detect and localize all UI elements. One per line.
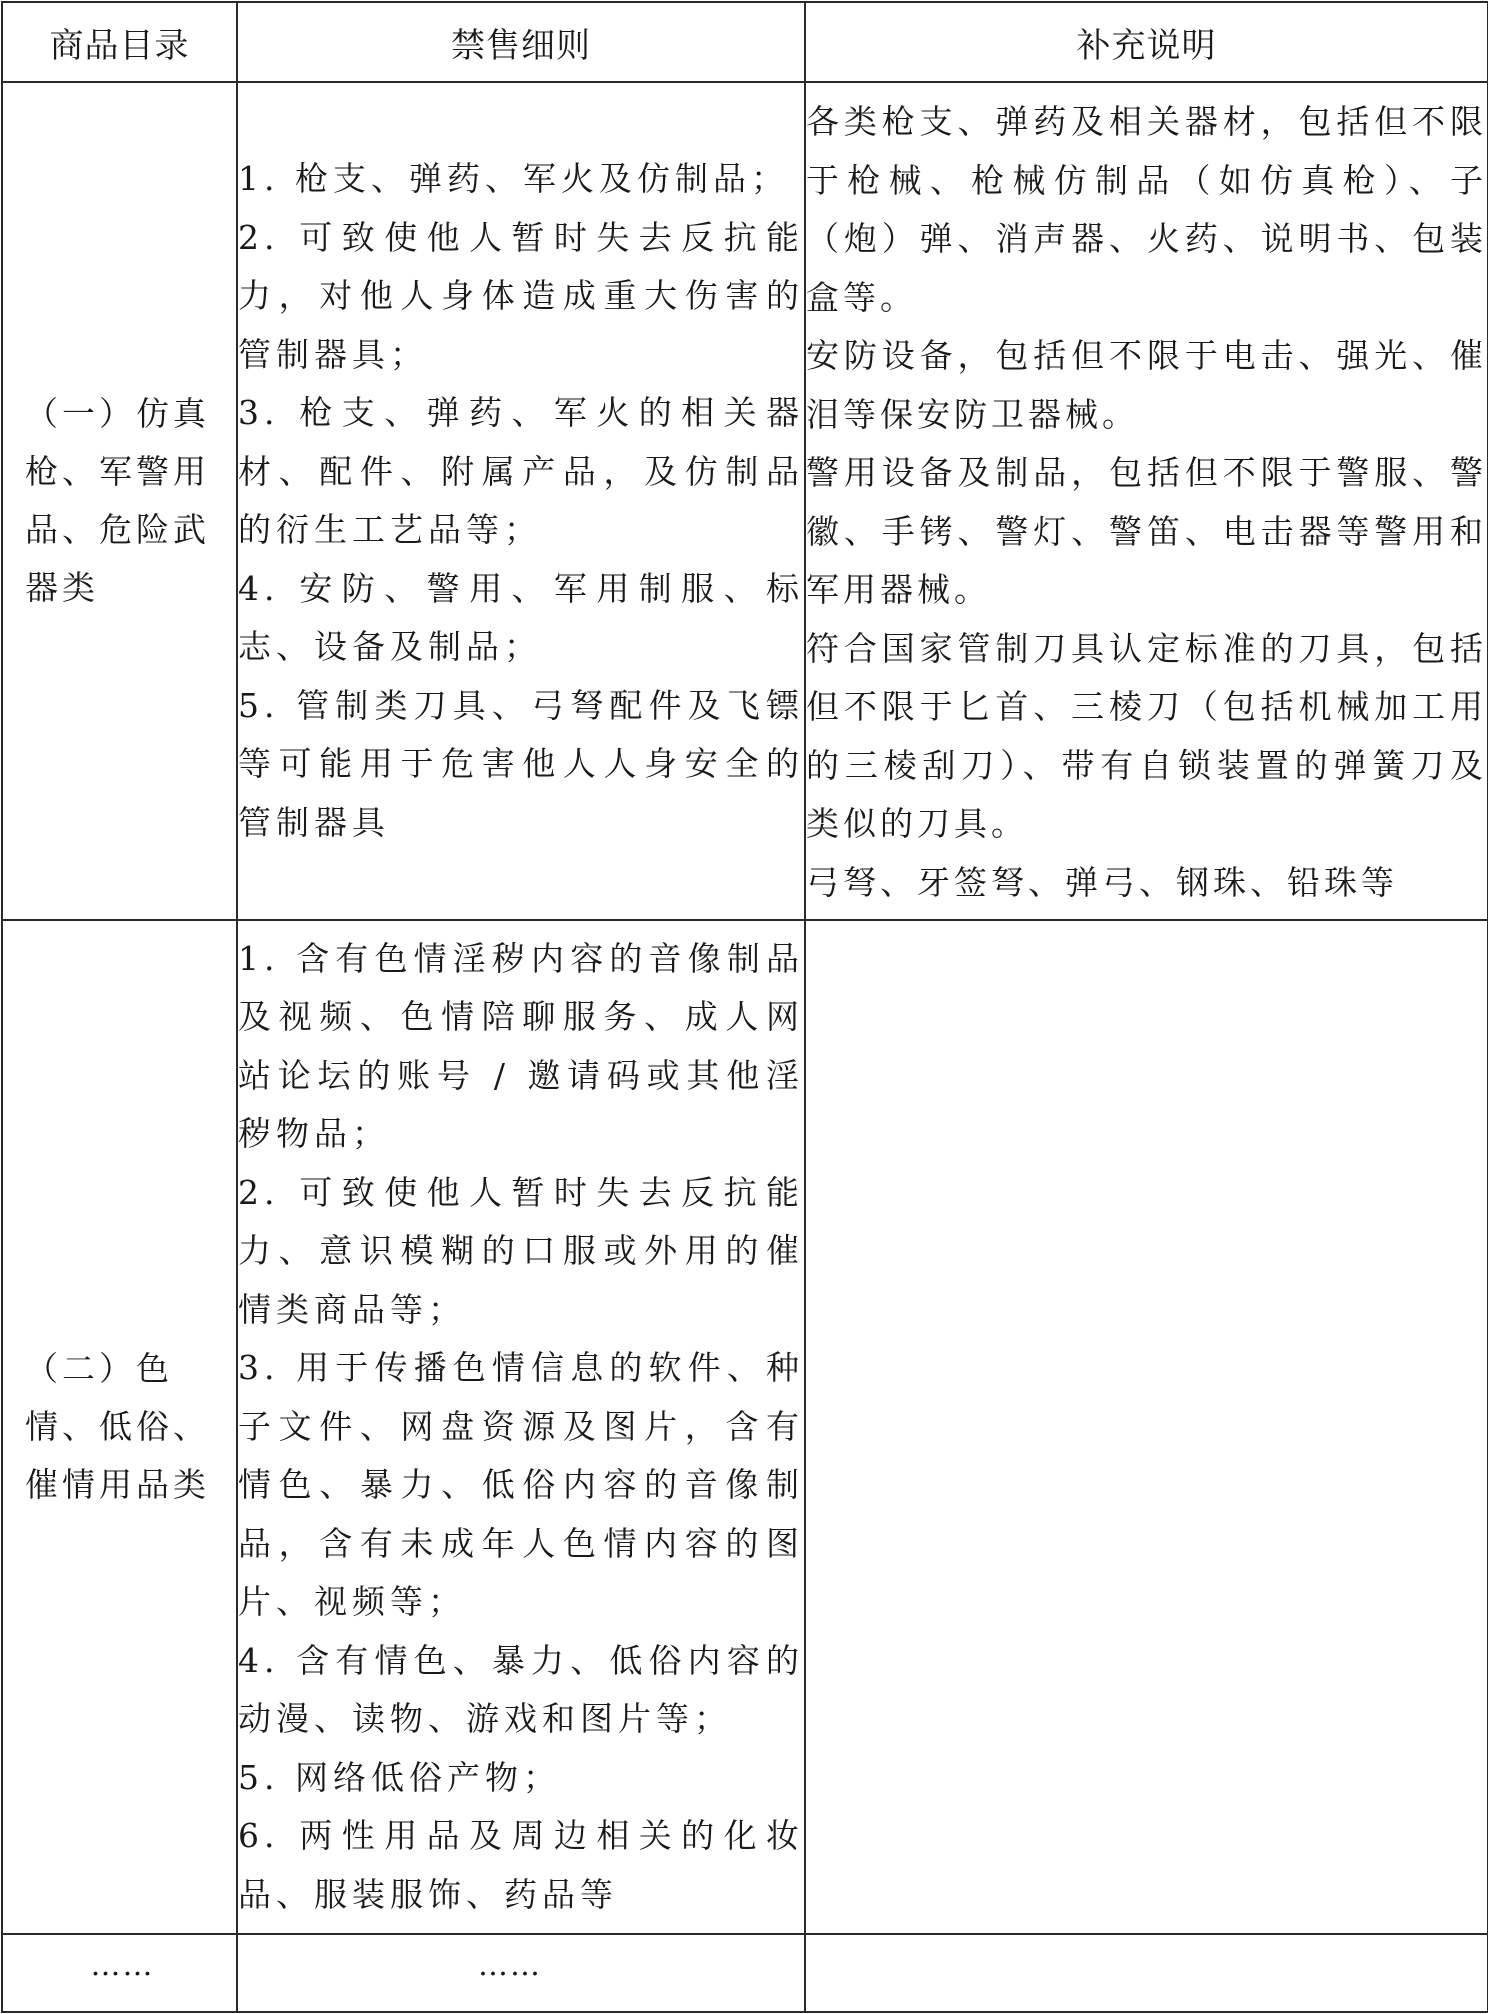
category-cell [2, 82, 237, 920]
rule-item: 5. 管制类刀具、弓弩配件及飞镖等可能用于危害他人人身安全的管制器具 [238, 685, 804, 842]
header-category: 商品目录 [2, 2, 237, 82]
rule-item: 4. 含有情色、暴力、低俗内容的动漫、读物、游戏和图片等； [238, 1640, 804, 1739]
rules-cell [237, 920, 805, 1934]
rules-cell [237, 1934, 805, 2012]
category-label: （一）仿真枪、军警用品、危险武器类 [25, 394, 210, 607]
category-ellipsis: …… [90, 1947, 155, 1983]
note-item: 各类枪支、弹药及相关器材，包括但不限于枪械、枪械仿制品（如仿真枪）、子（炮）弹、消声器、火药、说明书、包装盒等。 [806, 102, 1487, 317]
table-row [2, 82, 1488, 920]
prohibited-goods-table [1, 1, 1488, 2013]
category-label: （二）色情、低俗、催情用品类 [25, 1349, 210, 1504]
rule-item: 2. 可致使他人暂时失去反抗能力，对他人身体造成重大伤害的管制器具； [238, 217, 804, 374]
rule-item: 5. 网络低俗产物； [238, 1757, 561, 1797]
rule-item: 1. 枪支、弹药、军火及仿制品； [238, 159, 789, 198]
category-cell [2, 920, 237, 1934]
rules-cell [237, 82, 805, 920]
table-row [2, 920, 1488, 1934]
rules-ellipsis: …… [478, 1947, 542, 1983]
rule-item: 2. 可致使他人暂时失去反抗能力、意识模糊的口服或外用的催情类商品等； [238, 1172, 804, 1329]
notes-cell [805, 1934, 1488, 2012]
note-item: 符合国家管制刀具认定标准的刀具，包括但不限于匕首、三棱刀（包括机械加工用的三棱刮刀）、带有自锁装置的弹簧刀及类似的刀具。 [806, 628, 1487, 843]
notes-cell [805, 82, 1488, 920]
notes-cell [805, 920, 1488, 1934]
table-header-row [2, 2, 1488, 82]
rule-item: 1. 含有色情淫秽内容的音像制品及视频、色情陪聊服务、成人网站论坛的账号 / 邀请码或其他淫秽物品； [238, 938, 804, 1154]
rule-item: 4. 安防、警用、军用制服、标志、设备及制品； [238, 568, 804, 666]
header-rules: 禁售细则 [237, 2, 805, 82]
rule-item: 6. 两性用品及周边相关的化妆品、服装服饰、药品等 [238, 1816, 804, 1914]
rule-item: 3. 枪支、弹药、军火的相关器材、配件、附属产品，及仿制品的衍生工艺品等； [238, 393, 804, 549]
rule-item: 3. 用于传播色情信息的软件、种子文件、网盘资源及图片，含有情色、暴力、低俗内容的音像制品，含有未成年人色情内容的图片、视频等； [238, 1348, 804, 1622]
header-notes: 补充说明 [805, 2, 1488, 82]
note-item: 安防设备，包括但不限于电击、强光、催泪等保安防卫器械。 [806, 336, 1487, 434]
category-cell [2, 1934, 237, 2012]
table-row [2, 1934, 1488, 2012]
note-item: 弓弩、牙签弩、弹弓、钢珠、铅珠等 [806, 862, 1398, 902]
note-item: 警用设备及制品，包括但不限于警服、警徽、手铐、警灯、警笛、电击器等警用和军用器械。 [806, 453, 1487, 609]
